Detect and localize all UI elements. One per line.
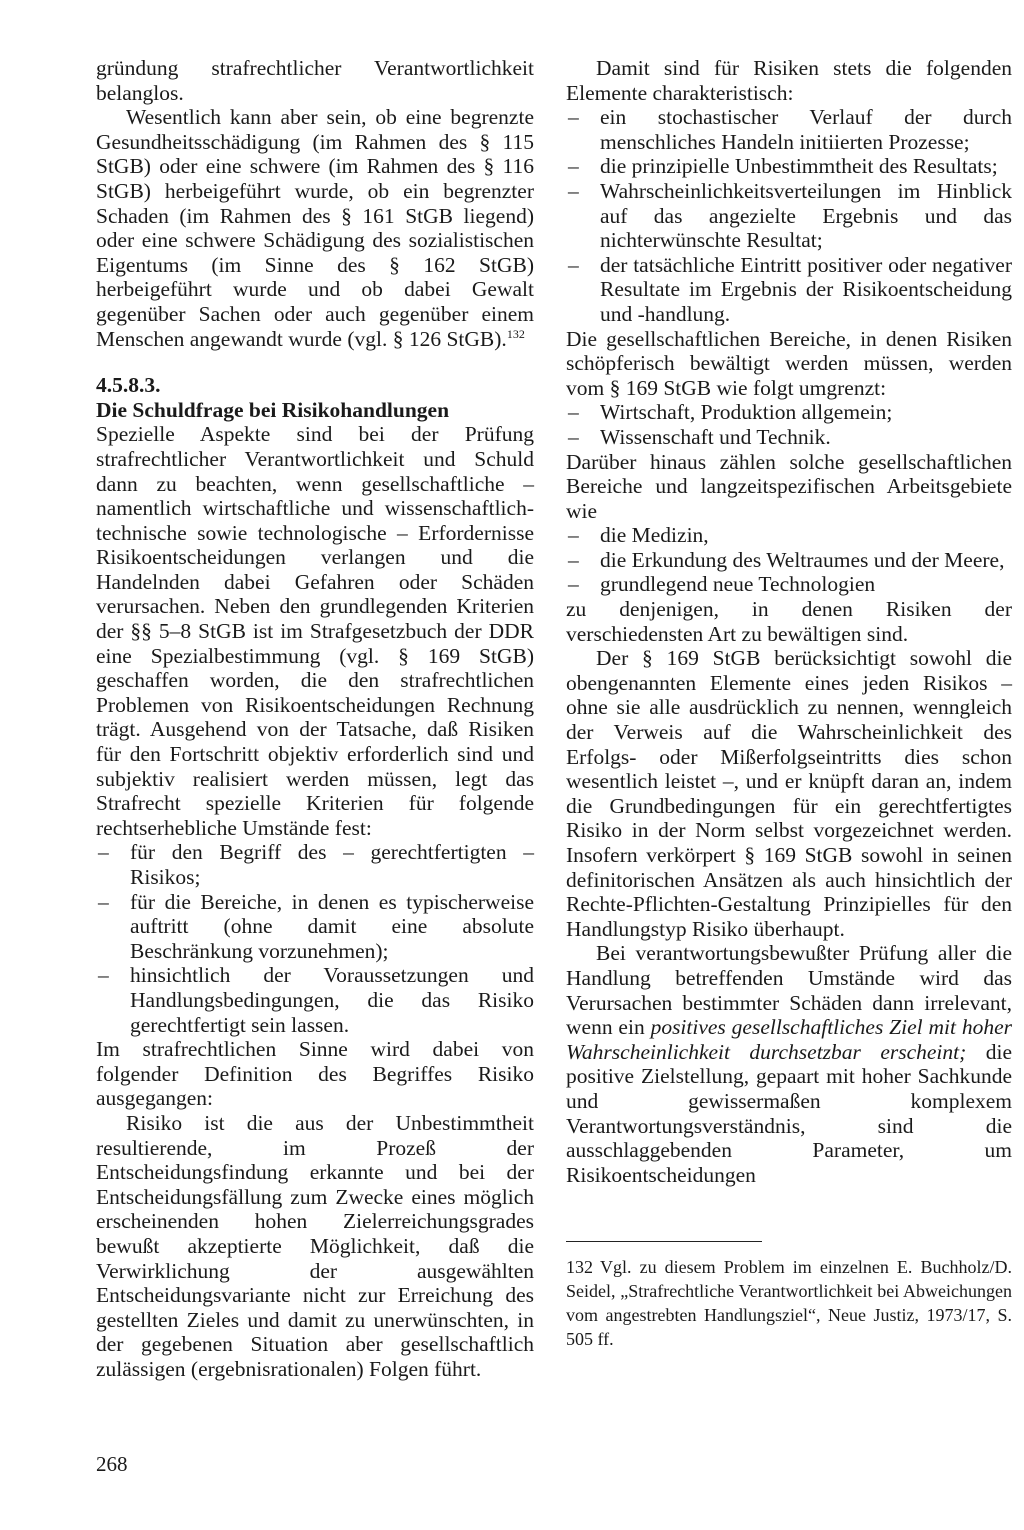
bereiche-list — [566, 400, 1012, 449]
page-number: 268 — [96, 1452, 128, 1476]
footnote-number: 132 — [566, 1257, 593, 1277]
list-item: – Wahrscheinlichkeitsverteilungen im Hinblick auf das angezielte Ergebnis und das nichterwünschte Resultat; — [566, 179, 1012, 253]
section-number: 4.5.8.3. — [96, 373, 161, 398]
footnote-divider — [566, 1241, 762, 1242]
criteria-list — [96, 840, 534, 1037]
paragraph-denjenigen: zu denjenigen, in denen Risiken der verschiedensten Art zu bewältigen sind. — [566, 597, 1012, 646]
paragraph-risk-definition: Risiko ist die aus der Unbestimmtheit resultierende, im Prozeß der Entscheidungsfindung erkannte und bei der Entscheidungsfällung zum Zwecke eines möglich erscheinenden hohen Zielerreichungsgrades bewußt akzeptierte Möglichkeit, daß die Verwirklichung der ausgewählten Entscheidungsvariante nicht zur Erreichung des gestellten Zieles und damit zu unerwünschten, in der gegebenen Situation aber gesellschaftlich zulässigen (ergebnisrationalen) Folgen führt. — [96, 1110, 534, 1381]
paragraph-definition-intro: Im strafrechtlichen Sinne wird dabei von folgender Definition des Begriffes Risiko ausgegangen: — [96, 1037, 534, 1111]
paragraph-wesentlich — [96, 105, 534, 351]
paragraph-paragraph-169: Der § 169 StGB berücksichtigt sowohl die obengenannten Elemente eines jeden Risikos – ohne sie alle ausdrücklich zu nennen, wenngleich der Verweis auf die Wahrscheinlichkeit des Erfolgs- oder Mißerfolgseintritts dies schon wesentlich leistet –, und er knüpft daran an, indem die Grundbedingungen für ein gerechtfertigtes Risiko in der Norm selbst vorgezeichnet werden. Insofern verkörpert § 169 StGB sowohl in seinen definitorischen Ansätzen als auch hinsichtlich der Rechte-Pflichten-Gestaltung Prinzipielles für den Handlungstyp Risiko überhaupt. — [566, 646, 1012, 941]
paragraph-text: die positive Zielstellung, gepaart mit hoher Sachkunde und gewissermaßen komplexem Verantwortungsverständnis, sind die ausschlaggebenden Parameter, um Risikoentscheidungen — [566, 1039, 1012, 1187]
risk-elements-list — [566, 105, 1012, 326]
list-item: – die prinzipielle Unbestimmtheit des Resultats; — [566, 154, 1012, 179]
list-item: – grundlegend neue Technologien — [566, 572, 1012, 597]
paragraph-continuation: gründung strafrechtlicher Verantwortlichkeit belanglos. — [96, 56, 534, 105]
list-item: – Wirtschaft, Produktion allgemein; — [566, 400, 1012, 425]
list-item: – die Medizin, — [566, 523, 1012, 548]
list-item: – der tatsächliche Eintritt positiver oder negativer Resultate im Ergebnis der Risikoentscheidung und -handlung. — [566, 253, 1012, 327]
list-item: – Wissenschaft und Technik. — [566, 425, 1012, 450]
list-item: – hinsichtlich der Voraussetzungen und Handlungsbedingungen, die das Risiko gerechtfertigt sein lassen. — [96, 963, 534, 1037]
list-item: – für die Bereiche, in denen es typischerweise auftritt (ohne damit eine absolute Beschränkung vorzunehmen); — [96, 890, 534, 964]
paragraph-bereiche: Die gesellschaftlichen Bereiche, in denen Risiken schöpferisch bewältigt werden müssen, werden vom § 169 StGB wie folgt umgrenzt: — [566, 326, 1012, 400]
emphasized-text: positives gesellschaftliches Ziel mit hoher Wahrscheinlichkeit durchsetzbar erscheint; — [566, 1015, 1012, 1064]
arbeitsgebiete-list — [566, 523, 1012, 597]
paragraph-spezielle-aspekte: Spezielle Aspekte sind bei der Prüfung strafrechtlicher Verantwortlichkeit und Schuld dann zu beachten, wenn gesellschaftliche – namentlich wirtschaftliche und wissenschaftlich-technische sowie technologische – Erfordernisse Risikoentscheidungen verlangen und die Handelnden dabei Gefahren oder Schäden verursachen. Neben den grundlegenden Kriterien der §§ 5–8 StGB ist im Strafgesetzbuch der DDR eine Spezialbestimmung (vgl. § 169 StGB) geschaffen worden, die den strafrechtlichen Problemen von Risikoentscheidungen Rechnung trägt. Ausgehend von der Tatsache, daß Risiken für den Fortschritt objektiv erforderlich sind und subjektiv realisiert werden müssen, legt das Strafrecht spezielle Kriterien für folgende rechtserhebliche Umstände fest: — [96, 422, 534, 840]
paragraph-elements-intro: Damit sind für Risiken stets die folgenden Elemente charakteristisch: — [566, 56, 1012, 105]
footnote-text: Vgl. zu diesem Problem im einzelnen E. Buchholz/D. Seidel, „Strafrechtliche Verantwortlichkeit bei Abweichungen vom angestrebten Handlungsziel“, Neue Justiz, 1973/17, S. 505 ff. — [566, 1257, 1012, 1349]
section-title: Die Schuldfrage bei Risikohandlungen — [96, 397, 450, 422]
right-column — [566, 56, 1012, 1187]
footnote — [566, 1255, 1012, 1351]
list-item: – die Erkundung des Weltraumes und der Meere, — [566, 548, 1012, 573]
list-item: – für den Begriff des – gerechtfertigten – Risikos; — [96, 840, 534, 889]
paragraph-pruefung — [566, 941, 1012, 1187]
paragraph-darueber-hinaus: Darüber hinaus zählen solche gesellschaftlichen Bereiche und langzeitspezifischen Arbeitsgebiete wie — [566, 449, 1012, 523]
footnote-reference: 132 — [506, 326, 525, 341]
list-item: – ein stochastischer Verlauf der durch menschliches Handeln initiierten Prozesse; — [566, 105, 1012, 154]
left-column — [96, 56, 534, 1381]
paragraph-text: Wesentlich kann aber sein, ob eine begrenzte Gesundheitsschädigung (im Rahmen des § 115 StGB) oder eine schwere (im Rahmen des § 116 StGB) herbeigeführt wurde, ob ein begrenzter Schaden (im Rahmen des § 161 StGB liegend) oder eine schwere Schädigung des sozialistischen Eigentums (im Sinne des § 162 StGB) herbeigeführt wurde und ob dabei Gewalt gegenüber Sachen oder auch gegenüber einem Menschen angewandt wurde (vgl. § 126 StGB). — [96, 105, 534, 351]
paragraph-text: Bei verantwortungsbewußter Prüfung aller die Handlung betreffenden Umstände wird das Verursachen bestimmter Schäden dann irrelevant, wenn ein — [566, 941, 1012, 1040]
